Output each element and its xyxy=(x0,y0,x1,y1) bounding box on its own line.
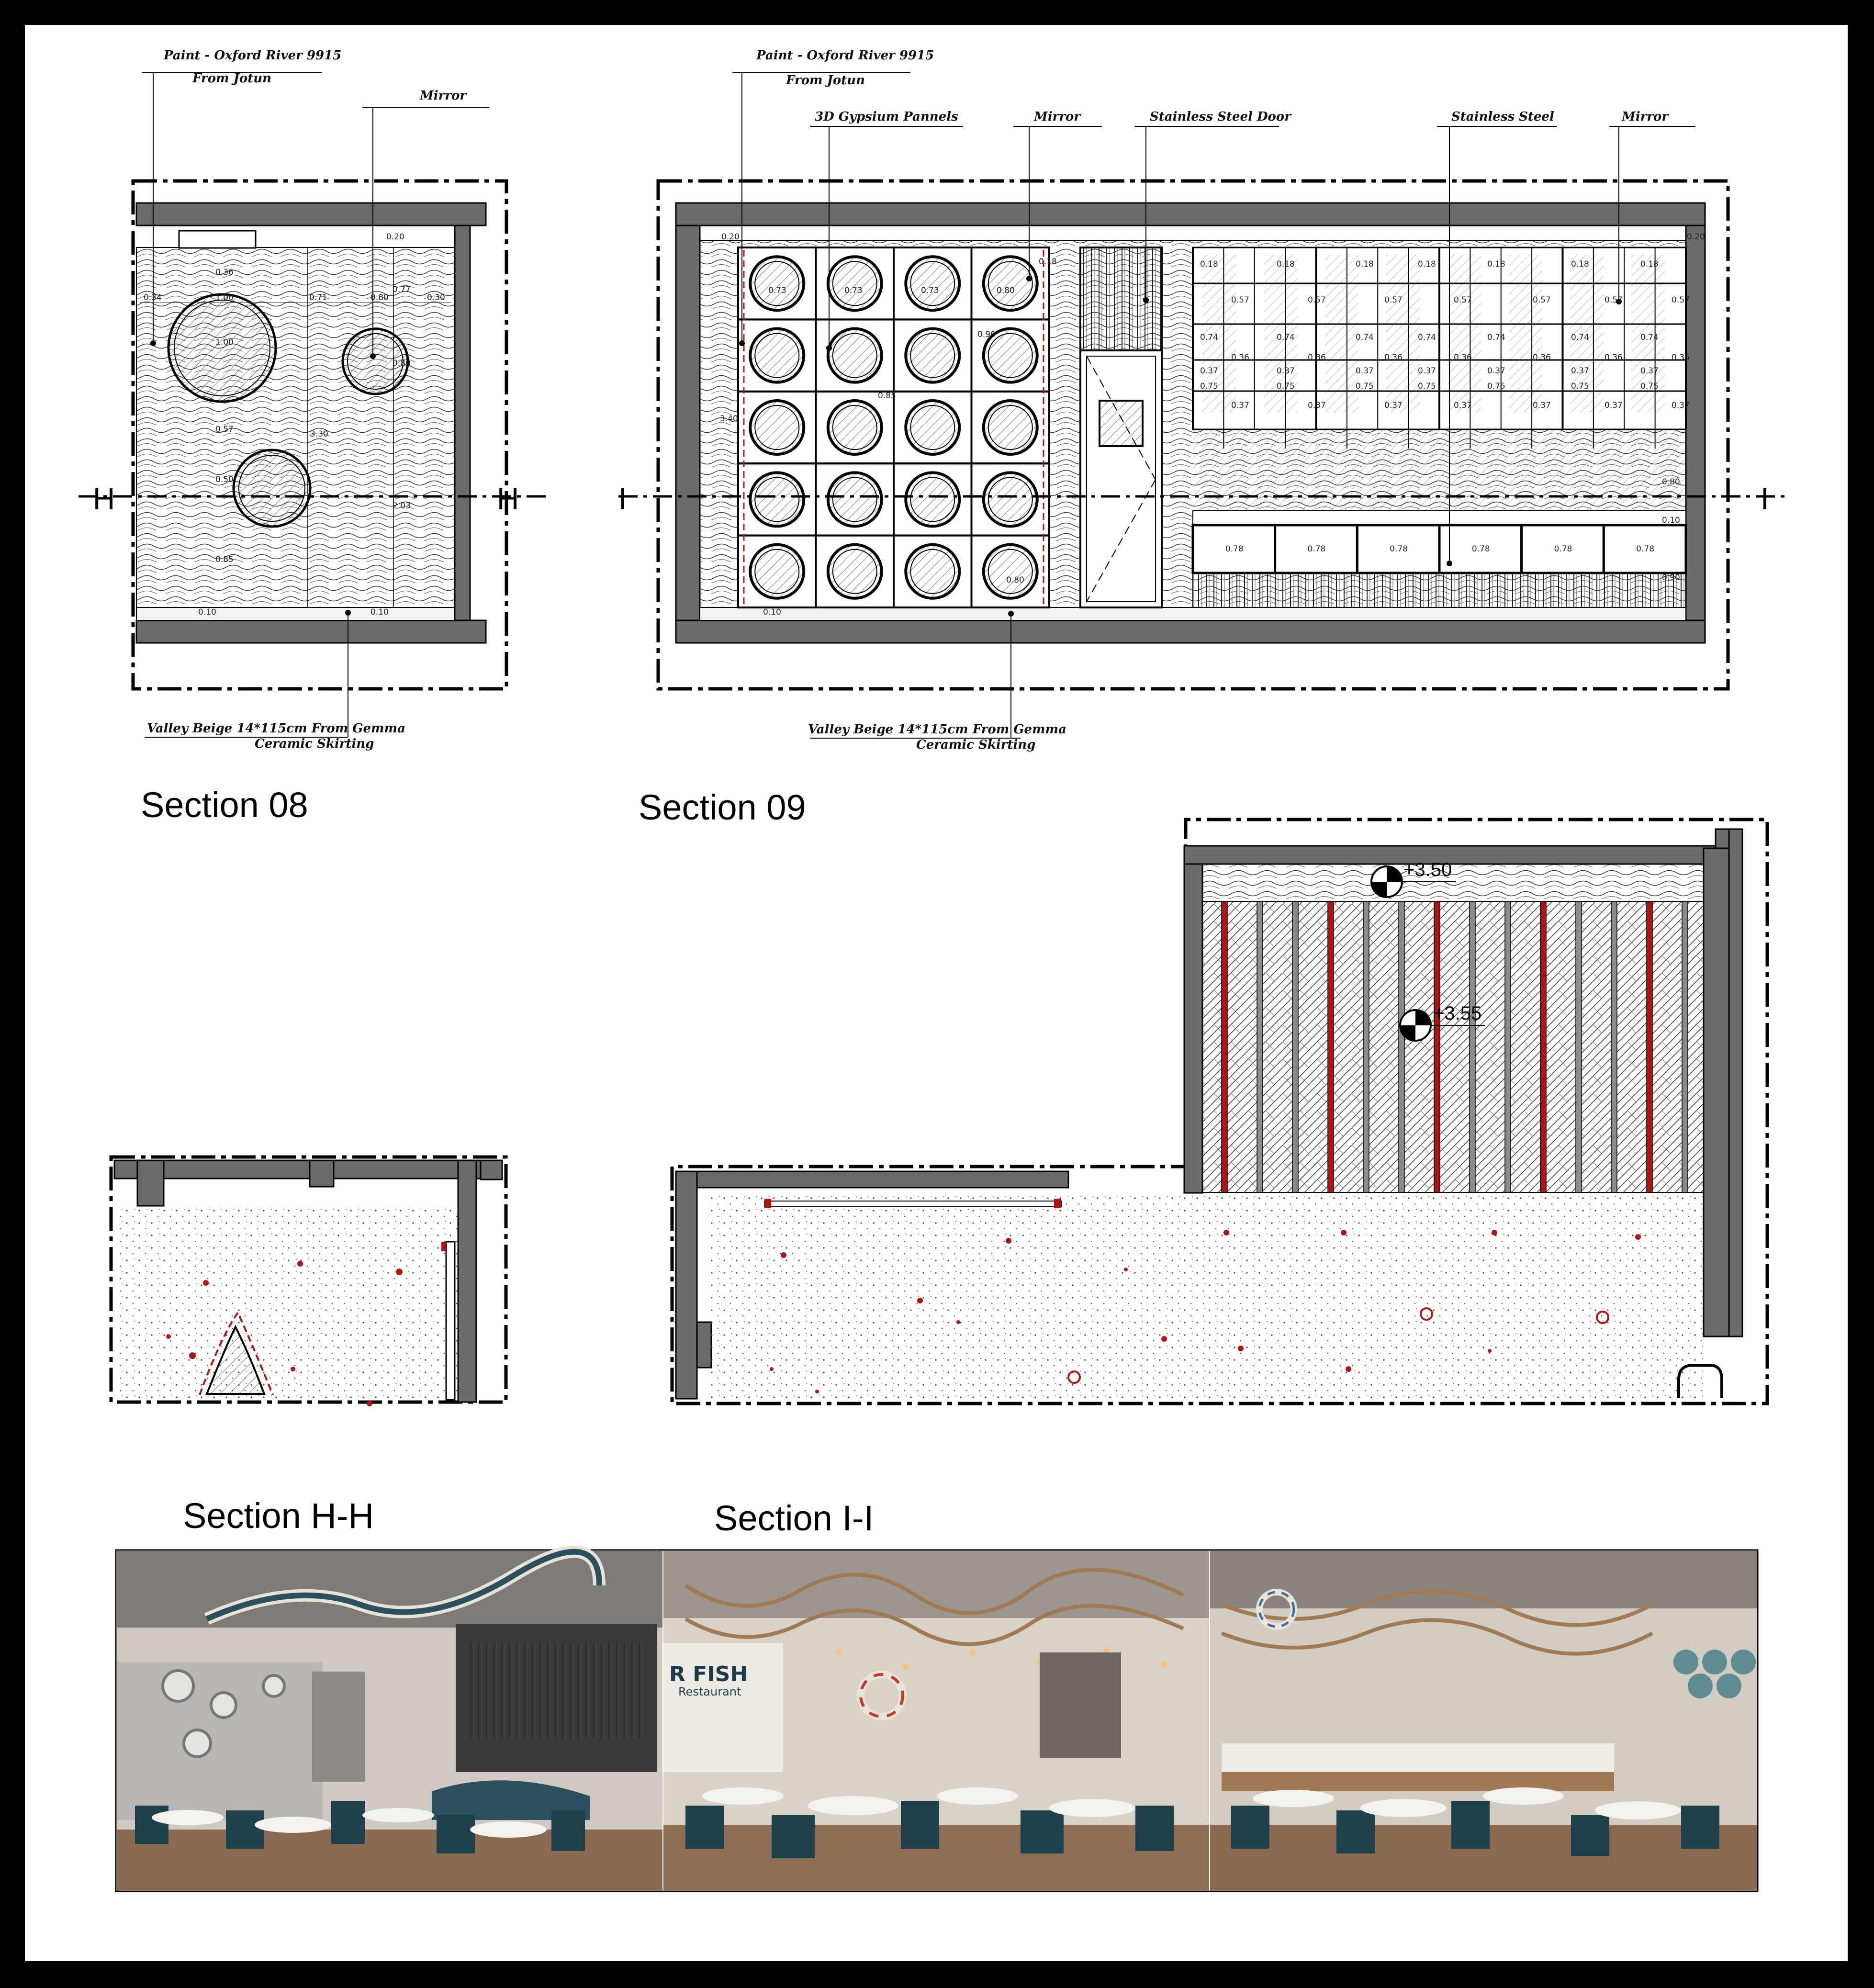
round-mirror xyxy=(906,472,959,526)
svg-text:0.57: 0.57 xyxy=(1231,295,1249,305)
svg-text:0.80: 0.80 xyxy=(997,286,1015,295)
render2-sign-sub: Restaurant xyxy=(678,1685,741,1698)
sii-upper-left-wall xyxy=(1184,846,1202,1193)
s08-wave-paint-wall xyxy=(136,247,455,607)
sii-herringbone-wall xyxy=(1202,901,1704,1192)
svg-text:0.73: 0.73 xyxy=(844,286,863,295)
svg-text:0.18: 0.18 xyxy=(1277,259,1295,269)
svg-text:0.74: 0.74 xyxy=(1640,333,1659,342)
svg-text:0.85: 0.85 xyxy=(878,391,896,401)
svg-text:0.80: 0.80 xyxy=(393,359,411,368)
svg-text:0.37: 0.37 xyxy=(1640,366,1659,376)
sii-right-wall xyxy=(1729,829,1742,1337)
round-mirror xyxy=(984,472,1037,526)
render-3 xyxy=(1210,1551,1757,1890)
round-mirror xyxy=(906,401,959,454)
svg-text:0.90: 0.90 xyxy=(1662,573,1680,583)
shh-title: Section H-H xyxy=(183,1496,374,1536)
s09-callout-mirror-2: Mirror xyxy=(1622,110,1669,124)
svg-text:0.18: 0.18 xyxy=(1356,259,1374,269)
svg-text:0.77: 0.77 xyxy=(393,285,411,294)
round-mirror xyxy=(750,401,804,454)
s09-ceiling-slab xyxy=(676,203,1705,225)
wall-panel-strip xyxy=(1540,901,1546,1192)
wall-panel-strip xyxy=(1647,901,1652,1192)
s09-floor-slab xyxy=(676,620,1705,643)
svg-text:0.18: 0.18 xyxy=(1418,259,1436,269)
svg-text:0.71: 0.71 xyxy=(309,293,327,303)
drawing-canvas xyxy=(25,25,1848,1961)
svg-text:0.37: 0.37 xyxy=(1384,401,1403,410)
svg-text:0.18: 0.18 xyxy=(1571,259,1589,269)
svg-text:0.80: 0.80 xyxy=(1662,477,1680,487)
svg-text:0.10: 0.10 xyxy=(1662,516,1680,525)
drawer-dim: 0.78 xyxy=(1471,544,1490,554)
round-mirror xyxy=(828,329,882,382)
round-mirror xyxy=(750,472,804,526)
svg-text:3.30: 3.30 xyxy=(310,429,328,439)
svg-text:0.36: 0.36 xyxy=(1672,353,1690,362)
svg-text:0.18: 0.18 xyxy=(1200,259,1218,269)
svg-text:0.37: 0.37 xyxy=(1356,366,1374,376)
svg-text:0.80: 0.80 xyxy=(370,293,389,303)
sii-light-trough xyxy=(764,1201,1061,1207)
svg-text:0.50: 0.50 xyxy=(215,475,234,484)
svg-text:0.36: 0.36 xyxy=(1533,353,1551,362)
svg-text:3.40: 3.40 xyxy=(720,414,738,424)
s08-callout-mirror: Mirror xyxy=(420,89,467,103)
round-mirror xyxy=(750,329,804,382)
svg-text:0.74: 0.74 xyxy=(1487,333,1505,342)
shh-column-mid xyxy=(310,1160,334,1187)
svg-text:0.36: 0.36 xyxy=(1308,353,1326,362)
svg-text:0.36: 0.36 xyxy=(1384,353,1403,362)
sii-title: Section I-I xyxy=(714,1498,874,1538)
svg-text:0.37: 0.37 xyxy=(1277,366,1295,376)
wall-panel-strip xyxy=(1363,901,1369,1192)
svg-text:0.37: 0.37 xyxy=(1200,366,1218,376)
svg-text:0.37: 0.37 xyxy=(1672,401,1690,410)
svg-text:0.20: 0.20 xyxy=(1687,232,1705,242)
svg-text:0.57: 0.57 xyxy=(1384,295,1403,305)
s09-callout-skirting-sub: Ceramic Skirting xyxy=(916,738,1036,752)
svg-text:0.34: 0.34 xyxy=(144,293,162,303)
svg-text:0.18: 0.18 xyxy=(1487,259,1505,269)
render-1 xyxy=(117,1551,662,1890)
s09-skirting xyxy=(700,607,1686,620)
section-08 xyxy=(79,48,547,825)
svg-text:0.18: 0.18 xyxy=(1640,259,1659,269)
svg-text:0.36: 0.36 xyxy=(215,268,234,277)
s08-floor-slab xyxy=(136,620,486,643)
wall-panel-strip xyxy=(1434,901,1440,1192)
round-mirror xyxy=(750,545,804,598)
svg-text:0.37: 0.37 xyxy=(1571,366,1589,376)
svg-text:0.37: 0.37 xyxy=(1454,401,1472,410)
svg-text:0.57: 0.57 xyxy=(1454,295,1472,305)
shh-terrazzo-floor xyxy=(116,1207,458,1401)
s09-callout-door: Stainless Steel Door xyxy=(1150,110,1291,124)
svg-text:0.75: 0.75 xyxy=(1277,382,1295,391)
svg-text:0.18: 0.18 xyxy=(1039,257,1057,267)
s09-cut-label-right: I xyxy=(1761,482,1769,516)
svg-text:0.10: 0.10 xyxy=(198,607,216,617)
round-mirror xyxy=(906,329,959,382)
drawer-dim: 0.78 xyxy=(1390,544,1408,554)
wall-panel-strip xyxy=(1576,901,1582,1192)
round-mirror xyxy=(828,401,882,454)
svg-text:0.57: 0.57 xyxy=(1672,295,1690,305)
svg-text:0.57: 0.57 xyxy=(1605,295,1623,305)
svg-text:1.00: 1.00 xyxy=(215,293,234,303)
svg-text:0.75: 0.75 xyxy=(1640,382,1659,391)
svg-text:2.03: 2.03 xyxy=(393,501,411,511)
drawing-sheet xyxy=(25,25,1848,1961)
s09-title: Section 09 xyxy=(639,787,806,827)
wall-panel-strip xyxy=(1682,901,1688,1192)
svg-text:0.75: 0.75 xyxy=(1418,382,1436,391)
s08-title: Section 08 xyxy=(141,785,308,825)
s08-side-wall xyxy=(455,225,470,620)
s08-mirror-mid xyxy=(234,450,310,527)
svg-text:0.37: 0.37 xyxy=(1605,401,1623,410)
shh-wall-right xyxy=(458,1160,476,1402)
wall-panel-strip xyxy=(1611,901,1617,1192)
svg-text:1.00: 1.00 xyxy=(215,337,234,347)
svg-text:0.75: 0.75 xyxy=(1200,382,1218,391)
drawer-dim: 0.78 xyxy=(1554,544,1572,554)
wall-panel-strip xyxy=(1399,901,1404,1192)
s09-gypsum-panels xyxy=(738,247,1049,607)
svg-text:0.80: 0.80 xyxy=(1006,575,1024,585)
s09-left-wall xyxy=(676,225,700,620)
s09-stainless-door xyxy=(1080,247,1162,607)
svg-text:0.90: 0.90 xyxy=(977,330,996,339)
round-mirror xyxy=(828,545,882,598)
wall-panel-strip xyxy=(1470,901,1475,1192)
wall-panel-strip xyxy=(1328,901,1334,1192)
wall-panel-strip xyxy=(1505,901,1511,1192)
render-strip xyxy=(116,1550,1758,1891)
wall-panel-strip xyxy=(1292,901,1298,1192)
svg-text:0.37: 0.37 xyxy=(1231,401,1249,410)
s08-cut-label-right: H xyxy=(497,482,519,516)
sii-level-2: +3.55 xyxy=(1433,1003,1482,1024)
s08-callout-skirting-sub: Ceramic Skirting xyxy=(255,737,374,751)
section-ii xyxy=(672,820,1767,1538)
round-mirror xyxy=(828,472,882,526)
drawer-dim: 0.78 xyxy=(1636,544,1655,554)
svg-text:0.37: 0.37 xyxy=(1487,366,1505,376)
wall-panel-strip xyxy=(1257,901,1263,1192)
s08-callout-skirting: Valley Beige 14*115cm From Gemma xyxy=(147,721,405,736)
svg-text:0.57: 0.57 xyxy=(1533,295,1551,305)
svg-text:0.75: 0.75 xyxy=(1487,382,1505,391)
svg-text:0.57: 0.57 xyxy=(1308,295,1326,305)
round-mirror xyxy=(984,401,1037,454)
s08-ceiling-light xyxy=(179,231,256,248)
svg-text:0.30: 0.30 xyxy=(427,293,445,303)
svg-text:0.73: 0.73 xyxy=(768,286,786,295)
svg-text:0.36: 0.36 xyxy=(1605,353,1623,362)
svg-text:0.74: 0.74 xyxy=(1200,333,1218,342)
sii-level-1: +3.50 xyxy=(1403,859,1452,880)
svg-text:0.75: 0.75 xyxy=(1571,382,1589,391)
s09-callout-paint: Paint - Oxford River 9915 xyxy=(756,48,934,63)
s08-ceiling-slab xyxy=(136,203,486,225)
svg-text:0.85: 0.85 xyxy=(215,555,234,564)
render2-sign: R FISH xyxy=(669,1662,748,1686)
s09-cut-label-left: I xyxy=(618,482,627,516)
round-mirror xyxy=(906,545,959,598)
s09-callout-paint-sub: From Jotun xyxy=(786,73,865,88)
svg-text:0.74: 0.74 xyxy=(1277,333,1295,342)
round-mirror xyxy=(984,545,1037,598)
drawer-dim: 0.78 xyxy=(1307,544,1326,554)
svg-text:0.37: 0.37 xyxy=(1418,366,1436,376)
s09-callout-mirror: Mirror xyxy=(1034,110,1081,124)
svg-text:0.74: 0.74 xyxy=(1571,333,1589,342)
svg-text:0.37: 0.37 xyxy=(1308,401,1326,410)
drawer-dim: 0.78 xyxy=(1225,544,1244,554)
svg-text:0.74: 0.74 xyxy=(1418,333,1436,342)
svg-text:0.10: 0.10 xyxy=(763,607,781,617)
svg-text:0.36: 0.36 xyxy=(1231,353,1249,362)
s08-callout-paint-sub: From Jotun xyxy=(192,71,272,86)
svg-text:0.20: 0.20 xyxy=(386,232,404,242)
sii-wave-band xyxy=(1202,864,1704,901)
s08-callout-paint: Paint - Oxford River 9915 xyxy=(164,48,342,63)
section-hh xyxy=(111,1157,506,1536)
svg-text:0.73: 0.73 xyxy=(921,286,939,295)
wall-panel-strip xyxy=(1222,901,1227,1192)
s09-callout-skirting: Valley Beige 14*115cm From Gemma xyxy=(808,722,1066,737)
sii-left-wall xyxy=(676,1171,697,1399)
s08-mirror-large xyxy=(168,294,276,402)
round-mirror xyxy=(906,257,959,310)
svg-text:0.74: 0.74 xyxy=(1356,333,1374,342)
s08-skirting xyxy=(136,607,455,620)
shh-column-left xyxy=(137,1160,164,1206)
s08-cut-label-left: H xyxy=(93,482,115,516)
round-mirror xyxy=(828,257,882,310)
s09-right-wall xyxy=(1686,225,1705,620)
svg-text:0.75: 0.75 xyxy=(1356,382,1374,391)
round-mirror xyxy=(750,257,804,310)
render-2 xyxy=(663,1551,1209,1890)
sii-terrazzo-floor xyxy=(709,1193,1705,1401)
s09-callout-steel: Stainless Steel xyxy=(1451,110,1554,124)
section-09 xyxy=(618,48,1789,827)
svg-text:0.20: 0.20 xyxy=(721,232,740,242)
svg-text:0.57: 0.57 xyxy=(215,425,234,434)
svg-text:0.37: 0.37 xyxy=(1533,401,1551,410)
svg-text:0.10: 0.10 xyxy=(370,607,389,617)
s09-callout-gypsum: 3D Gypsium Pannels xyxy=(815,110,958,124)
svg-text:0.36: 0.36 xyxy=(1454,353,1472,362)
